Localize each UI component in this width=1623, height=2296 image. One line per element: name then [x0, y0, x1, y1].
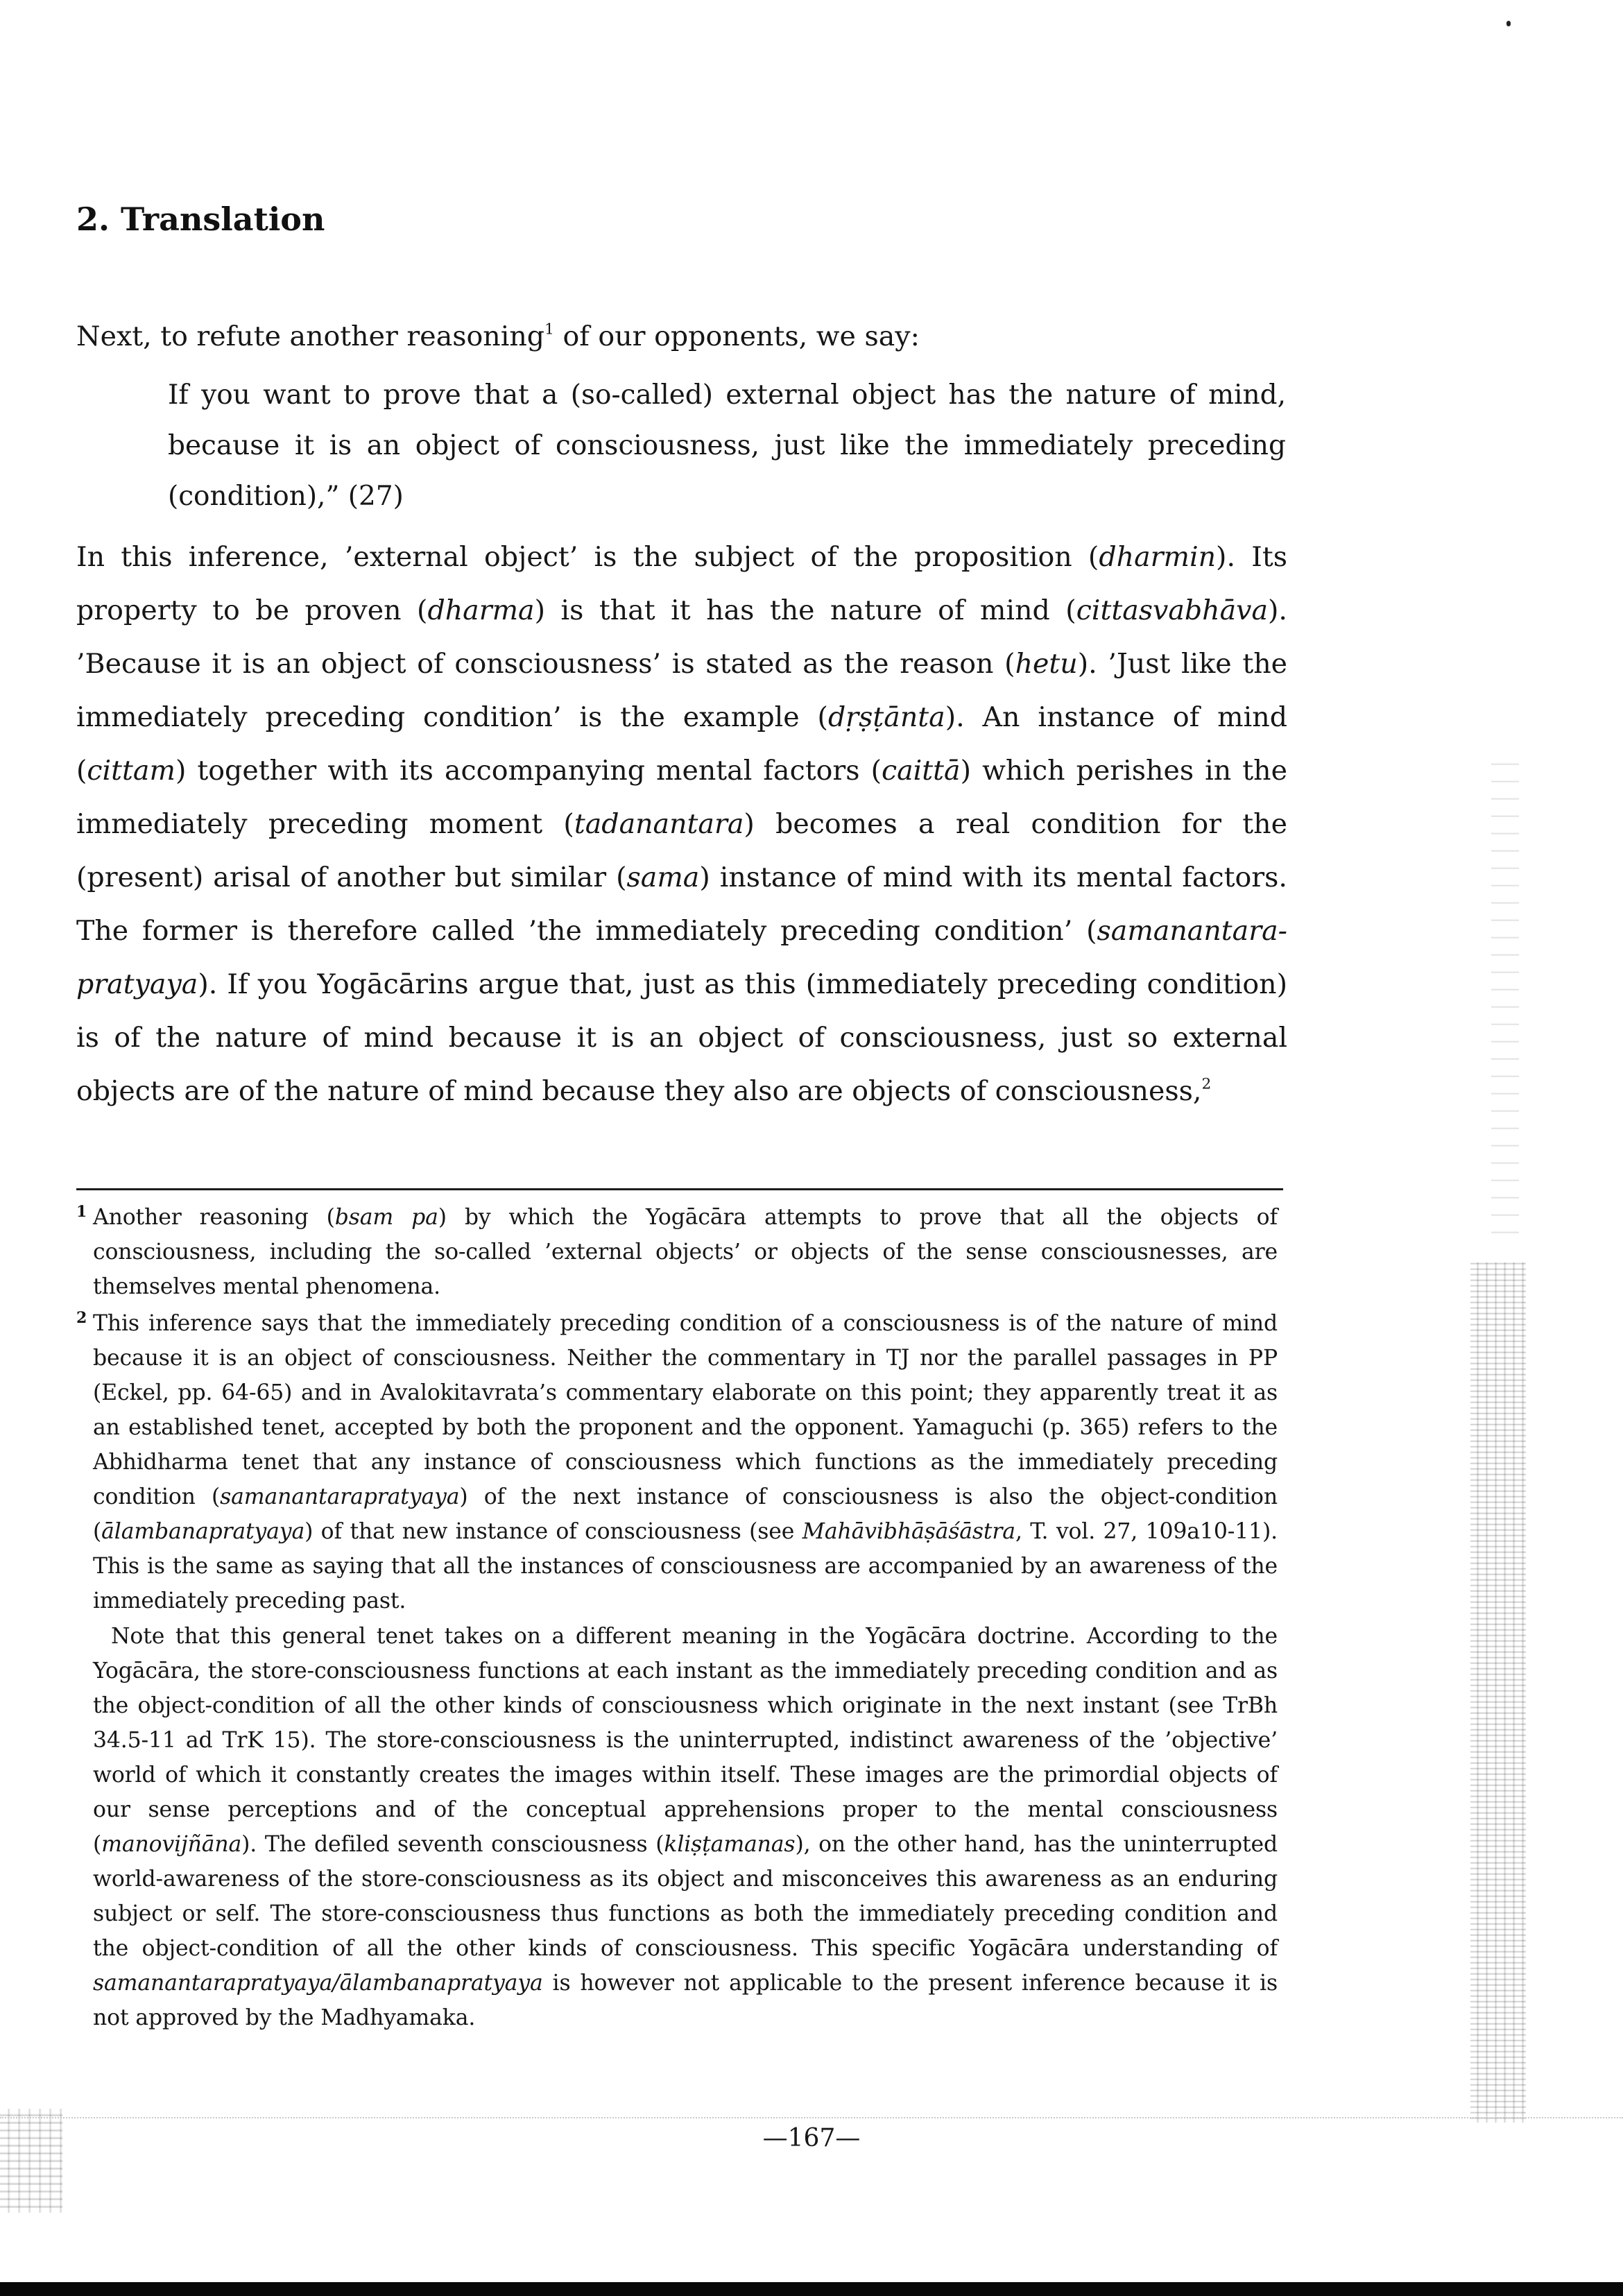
italic-term: kliṣṭamanas [664, 1832, 796, 1857]
footnote-2-continuation-paragraph [93, 1619, 1278, 2035]
italic-term: ālambanapratyaya [101, 1519, 305, 1544]
text-run: ) of that new instance of consciousness (see [304, 1519, 802, 1544]
text-run: ) by which the Yogācāra attempts to prove that all the objects of consciousness, including the so-called ’external objects’ or objects of the sense consciousnesses, are themselves mental phenomena. [93, 1205, 1278, 1299]
text-run: ) instance of mind with its mental factors. The former is therefore called ’the immediately preceding condition’ ( [76, 862, 1287, 947]
italic-term: hetu [1015, 648, 1078, 680]
italic-term: samanantarapratyaya/ālambanapratyaya [93, 1971, 543, 1996]
scan-dotted-line [0, 2117, 1623, 2118]
italic-term: dharmin [1099, 541, 1217, 573]
italic-term: caittā [882, 755, 961, 787]
text-run: Next, to refute another reasoning [76, 320, 545, 352]
text-run: ) which perishes in the immediately preceding moment ( [76, 755, 1287, 840]
italic-term: samanantarapratyaya [220, 1484, 460, 1509]
footnote-reference: 2 [1201, 1075, 1212, 1093]
text-run: ). ’Just like the immediately preceding condition’ is the example ( [76, 648, 1288, 733]
text-run: ). Its property to be proven ( [76, 541, 1287, 626]
page-number: —167— [762, 2124, 861, 2152]
text-run: ) becomes a real condition for the (present) arisal of another but similar ( [76, 808, 1287, 893]
text-run: Another reasoning ( [93, 1205, 335, 1230]
footnote-1-paragraph [93, 1200, 1278, 1304]
text-run: This inference says that the immediately preceding condition of a consciousness is of the nature of mind because it is an object of consciousness. Neither the commentary in TJ nor the parallel passages in PP (Eckel, pp. 64-65) and in Avalokitavrata’s commentary elaborate on this point; they apparently treat it as an established tenet, accepted by both the proponent and the opponent. Yamaguchi (p. 365) refers to the Abhidharma tenet that any instance of consciousness which functions as the immediately preceding condition ( [93, 1311, 1278, 1509]
text-run: , T. vol. 27, 109a10-11). This is the same as saying that all the instances of consciousness are accompanied by an awareness of the immediately preceding past. [93, 1519, 1278, 1613]
italic-term: sama [626, 862, 700, 893]
italic-term: cittasvabhāva [1076, 594, 1269, 626]
text-run: ). ’Because it is an object of consciousness’ is stated as the reason ( [76, 594, 1287, 680]
body-paragraph [76, 531, 1287, 1118]
text-run: ) is that it has the nature of mind ( [534, 594, 1076, 626]
footnote-reference: 1 [544, 320, 554, 339]
italic-term: dharma [427, 594, 535, 626]
italic-term: samanantara-pratyaya [76, 915, 1287, 1000]
scan-bottom-edge [0, 2282, 1623, 2296]
text-run: ). If you Yogācārins argue that, just as this (immediately preceding condition) is of the nature of mind because it is an object of consciousness, just so external objects are of the nature of mind because they also are objects of consciousness, [76, 968, 1287, 1107]
text-run: In this inference, ’external object’ is the subject of the proposition ( [76, 541, 1099, 573]
text-run: ). The defiled seventh consciousness ( [241, 1832, 664, 1857]
footnote-marker: 2 [76, 1309, 87, 1327]
section-heading: 2. Translation [76, 200, 325, 238]
scan-margin-noise [1470, 1262, 1526, 2123]
text-run: of our opponents, we say: [553, 320, 920, 352]
text-run: ) of the next instance of consciousness is also the object-condition ( [93, 1484, 1278, 1544]
footnote-separator-rule [76, 1188, 1283, 1190]
italic-term: tadanantara [574, 808, 744, 840]
footnote-marker: 1 [76, 1203, 87, 1221]
text-run: ) together with its accompanying mental factors ( [175, 755, 882, 787]
footnote-2-paragraph [93, 1306, 1278, 1618]
scan-margin-noise [1491, 763, 1519, 1249]
footnote-2 [76, 1306, 1278, 2035]
verse-quotation [168, 370, 1286, 522]
text-run: is however not applicable to the present inference because it is not approved by the Madhyamaka. [93, 1971, 1278, 2030]
text-run: Note that this general tenet takes on a different meaning in the Yogācāra doctrine. According to the Yogācāra, the store-consciousness functions at each instant as the immediately preceding condition and as the object-condition of all the other kinds of consciousness which originate in the next instant (see TrBh 34.5-11 ad TrK 15). The store-consciousness is the uninterrupted, indistinct awareness of the ’objective’ world of which it constantly creates the images within itself. These images are the primordial objects of our sense perceptions and of the conceptual apprehensions proper to the mental consciousness ( [93, 1624, 1278, 1857]
footnote-1 [76, 1200, 1278, 1304]
italic-term: manovijñāna [101, 1832, 242, 1857]
scan-speck [1506, 21, 1511, 26]
text-run: If you want to prove that a (so-called) external object has the nature of mind, because it is an object of consciousness, just like the immediately preceding (condition),” (27) [168, 379, 1286, 512]
italic-term: dṛṣṭānta [827, 701, 945, 733]
text-run: ), on the other hand, has the uninterrupted world-awareness of the store-consciousness as its object and misconceives this awareness as an enduring subject or self. The store-consciousness thus functions as both the immediately preceding condition and the object-condition of all the other kinds of consciousness. This specific Yogācāra understanding of [93, 1832, 1278, 1961]
italic-term: bsam pa [334, 1205, 438, 1230]
italic-term: cittam [87, 755, 175, 787]
intro-paragraph [76, 310, 1283, 363]
text-run: ). An instance of mind ( [76, 701, 1287, 787]
italic-term: Mahāvibhāṣāśāstra [802, 1519, 1015, 1544]
